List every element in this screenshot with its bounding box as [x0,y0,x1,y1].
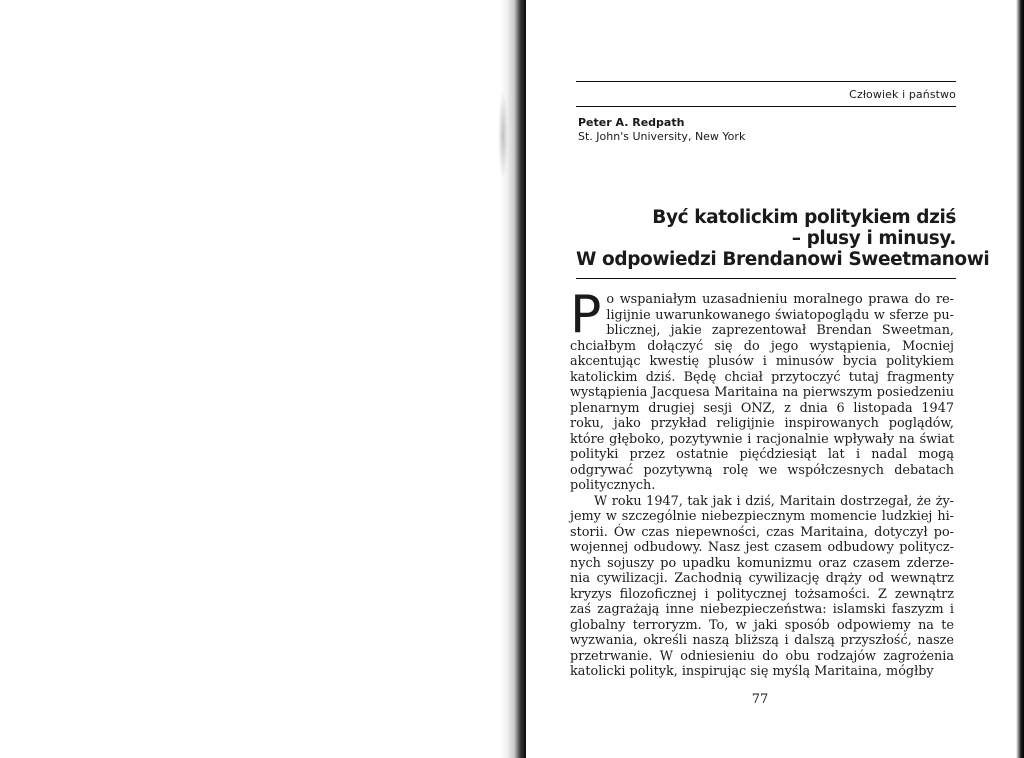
paragraph [570,285,954,494]
author-name: Peter A. Redpath [578,116,685,129]
running-head: Człowiek i państwo [849,88,956,101]
paragraph-text: o wspaniałym uzasadnieniu moralnego prawa do religijnie uwarunkowanego światopoglądu w sferze publicznej, jakie zaprezentował Brendan Sweetman, chciałbym dołączyć się do jego wystąpienia, Mocniej akcentując kwestię plusów i minusów bycia politykiem katolickim dziś. Będę chciał przytoczyć tutaj fragmenty wystąpienia Jacquesa Maritaina na pierwszym posiedzeniu plenarnym drugiej sesji ONZ, z dnia 6 listopada 1947 roku, jako przykład religijnie inspirowanych poglądów, które głęboko, pozytywnie i racjonalnie wpływały na świat polityki przez ostatnie pięćdziesiąt lat i nadal mogą odgrywać pozytywną rolę we współczesnych debatach politycznych. [570,292,954,493]
paragraph: W roku 1947, tak jak i dziś, Maritain dostrzegał, że żyjemy w szczególnie niebezpiecznym momencie ludzkiej historii. Ów czas niepewności, czas Maritaina, dotyczył powojennej odbudowy. Nasz jest czasem odbudowy politycznych sojuszy po upadku komunizmu oraz czasem zderzenia cywilizacji. Zachodnią cywilizację drąży od wewnątrz kryzys filozoficznej i politycznej tożsamości. Z zewnątrz zaś zagrażają inne niebezpieczeństwa: islamski faszyzm i globalny terroryzm. To, w jaki sposób odpowiemy na te wyzwania, określi naszą bliższą i dalszą przyszłość, nasze przetrwanie. W odniesieniu do obu rodzajów zagrożenia katolicki polityk, inspirując się myślą Maritaina, mógłby [570,493,954,679]
page-edge [1016,0,1024,758]
title-line: Być katolickim politykiem dziś [652,207,956,228]
article-title [576,207,990,270]
top-rule [576,81,956,82]
header-rule [576,106,956,107]
article-body [570,285,954,680]
title-rule [576,278,956,279]
title-line: W odpowiedzi Brendanowi Sweetmanowi [576,249,990,270]
author-affiliation: St. John's University, New York [578,130,746,143]
scan-artifact [498,90,508,180]
drop-cap: P [570,285,602,345]
title-line: – plusy i minusy. [791,228,956,249]
page-number: 77 [751,692,769,707]
